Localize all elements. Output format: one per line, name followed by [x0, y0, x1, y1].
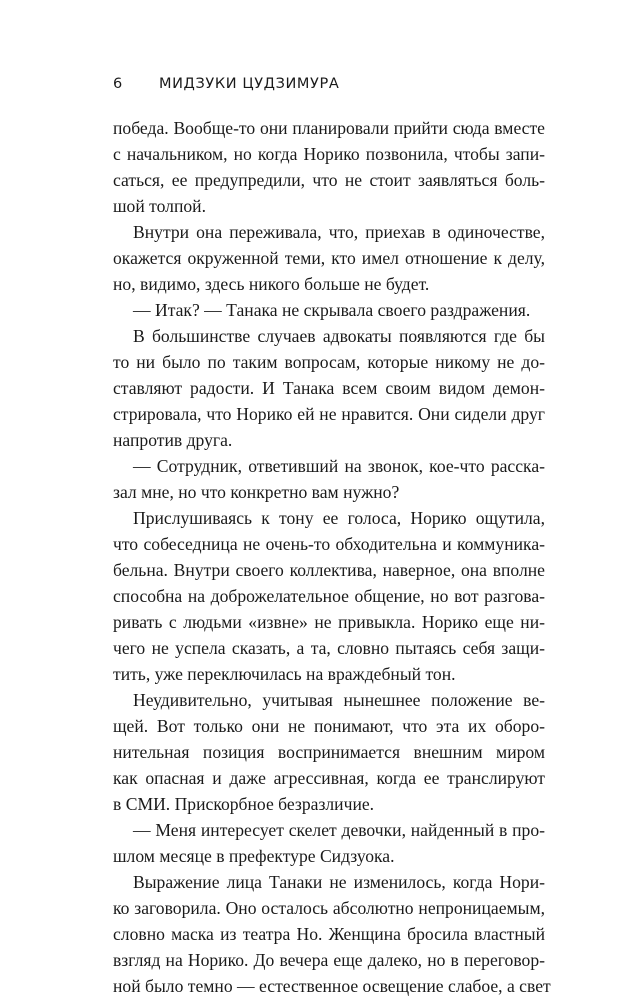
text-line: словно маска из театра Но. Женщина бросила властный [113, 924, 545, 944]
paragraph [113, 505, 545, 687]
paragraph [113, 323, 545, 453]
text-line: взгляд на Норико. До вечера еще далеко, но в переговор- [113, 950, 545, 970]
text-line: — Итак? — Танака не скрывала своего раздражения. [133, 300, 531, 320]
text-line: чего не успела сказать, а та, словно пытаясь себя защи- [113, 638, 545, 658]
text-line: бельна. Внутри своего коллектива, наверное, она вполне [113, 560, 545, 580]
text-line: в СМИ. Прискорбное безразличие. [113, 794, 375, 814]
text-line: ривать с людьми «извне» не привыкла. Норико еще ни- [113, 612, 545, 632]
text-line: способна на доброжелательное общение, но вот разгова- [113, 586, 545, 606]
text-line: зал мне, но что конкретно вам нужно? [113, 482, 400, 502]
text-line: ставляют радости. И Танака всем своим видом демон- [113, 378, 545, 398]
text-line: как опасная и даже агрессивная, когда ее транслируют [113, 768, 545, 788]
text-line: победа. Вообще-то они планировали прийти сюда вместе [113, 118, 545, 138]
paragraph [113, 115, 545, 219]
page-number: 6 [113, 76, 123, 92]
paragraph [113, 687, 545, 817]
author-name: МИДЗУКИ ЦУДЗИМУРА [159, 76, 340, 92]
text-line: — Меня интересует скелет девочки, найденный в про- [133, 820, 545, 840]
text-line: напротив друга. [113, 430, 233, 450]
text-line: Прислушиваясь к тону ее голоса, Норико ощутила, [133, 508, 545, 528]
running-head [113, 76, 339, 92]
text-line: окажется окруженной теми, кто имел отношение к делу, [113, 248, 545, 268]
text-line: шлом месяце в префектуре Сидзуока. [113, 846, 395, 866]
paragraph [113, 817, 545, 869]
paragraph [113, 453, 545, 505]
text-line: то ни было по таким вопросам, которые никому не до- [113, 352, 545, 372]
body-text [113, 115, 551, 999]
text-line: но, видимо, здесь никого больше не будет. [113, 274, 430, 294]
text-line: стрировала, что Норико ей не нравится. Они сидели друг [113, 404, 545, 424]
text-line: Неудивительно, учитывая нынешнее положение ве- [133, 690, 545, 710]
text-line: В большинстве случаев адвокаты появляются где бы [133, 326, 545, 346]
text-line: щей. Вот только они не понимают, что эта их оборо- [113, 716, 545, 736]
text-line: Выражение лица Танаки не изменилось, когда Нори- [133, 872, 545, 892]
paragraph [113, 869, 551, 999]
paragraph [113, 297, 545, 323]
text-line: шой толпой. [113, 196, 206, 216]
text-line: ко заговорила. Оно осталось абсолютно непроницаемым, [113, 898, 545, 918]
text-line: тить, уже переключилась на враждебный тон. [113, 664, 456, 684]
text-line: ной было темно — естественное освещение слабое, а свет [113, 976, 551, 996]
text-line: что собеседница не очень-то обходительна и коммуника- [113, 534, 545, 554]
text-line: с начальником, но когда Норико позвонила, чтобы запи- [113, 144, 545, 164]
text-line: Внутри она переживала, что, приехав в одиночестве, [133, 222, 545, 242]
text-line: — Сотрудник, ответивший на звонок, кое-что расска- [133, 456, 545, 476]
text-line: нительная позиция воспринимается внешним миром [113, 742, 545, 762]
text-line: саться, ее предупредили, что не стоит заявляться боль- [113, 170, 545, 190]
paragraph [113, 219, 545, 297]
